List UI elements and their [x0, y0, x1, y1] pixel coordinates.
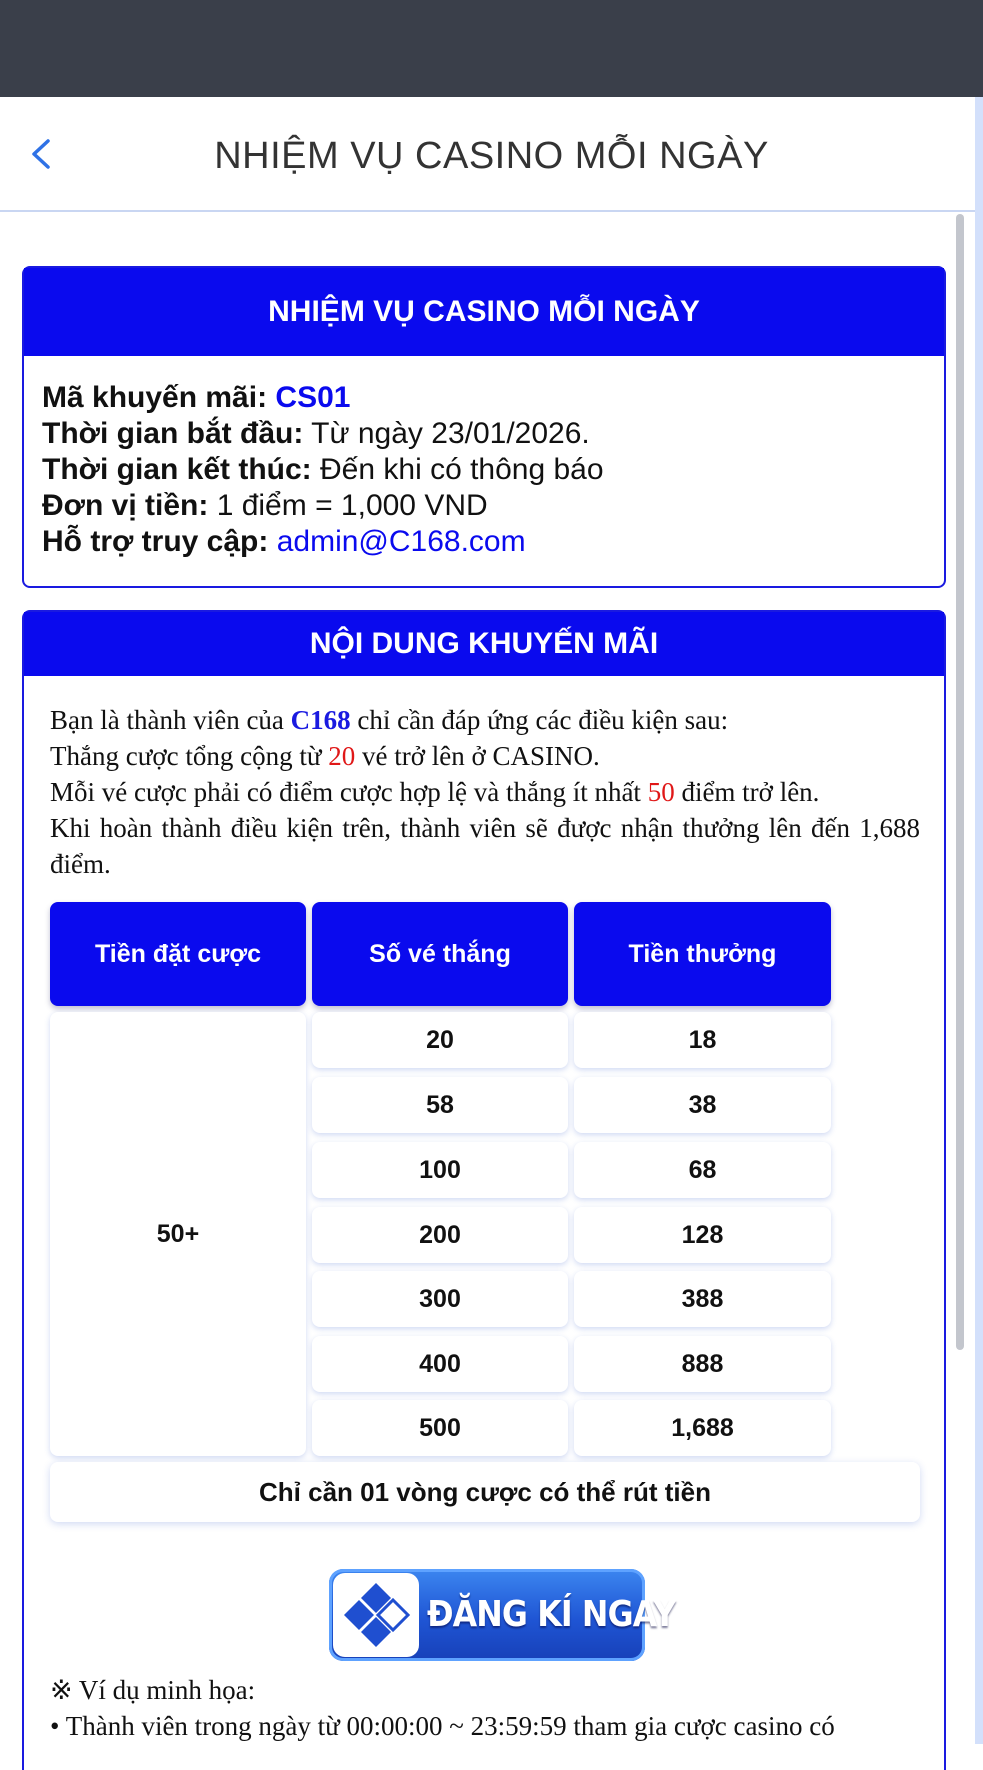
- status-bar: [0, 0, 983, 97]
- example-line: • Thành viên trong ngày từ 00:00:00 ~ 23:59:59 tham gia cược casino có: [50, 1711, 835, 1741]
- reward-cell: 68: [574, 1142, 831, 1198]
- tickets-cell: 100: [312, 1142, 568, 1198]
- reward-cell: 888: [574, 1336, 831, 1392]
- signup-label: ĐĂNG KÍ NGAY: [427, 1594, 676, 1635]
- start-time-line: [42, 416, 944, 452]
- currency-unit-label: Đơn vị tiền:: [42, 489, 209, 522]
- table-header-reward: Tiền thưởng: [574, 902, 831, 1006]
- support-email-link[interactable]: admin@C168.com: [276, 525, 526, 558]
- table-header-tickets: Số vé thắng: [312, 902, 568, 1006]
- table-header-bet: Tiền đặt cược: [50, 902, 306, 1006]
- desc-text: vé trở lên ở CASINO.: [355, 741, 600, 771]
- reward-cell: 1,688: [574, 1400, 831, 1456]
- diamond-logo-icon: [333, 1573, 419, 1657]
- end-time-label: Thời gian kết thúc:: [42, 453, 312, 486]
- reward-cell: 18: [574, 1012, 831, 1068]
- promo-content-card: [22, 610, 946, 1770]
- highlight-number: 50: [647, 777, 675, 807]
- bet-amount-cell: 50+: [50, 1012, 306, 1456]
- support-label: Hỗ trợ truy cập:: [42, 525, 269, 558]
- tickets-cell: 500: [312, 1400, 568, 1456]
- content-area: [0, 212, 955, 1744]
- reward-cell: 128: [574, 1207, 831, 1263]
- support-line: [42, 524, 944, 560]
- tickets-cell: 400: [312, 1336, 568, 1392]
- brand-name: C168: [290, 705, 351, 735]
- start-time-value: Từ ngày 23/01/2026.: [311, 417, 590, 450]
- tickets-cell: 20: [312, 1012, 568, 1068]
- promo-code-value: CS01: [275, 381, 351, 414]
- start-time-label: Thời gian bắt đầu:: [42, 417, 304, 450]
- desc-text: Bạn là thành viên của: [50, 705, 291, 735]
- info-list: [24, 356, 944, 560]
- signup-now-button[interactable]: [329, 1569, 676, 1661]
- info-card-header: NHIỆM VỤ CASINO MỖI NGÀY: [24, 268, 944, 356]
- desc-line-1: [50, 702, 920, 738]
- tickets-cell: 200: [312, 1207, 568, 1263]
- withdraw-note: Chỉ cần 01 vòng cược có thể rút tiền: [50, 1462, 920, 1522]
- end-time-line: [42, 452, 944, 488]
- currency-unit-line: [42, 488, 944, 524]
- desc-line-4: Khi hoàn thành điều kiện trên, thành viên sẽ được nhận thưởng lên đến 1,688 điểm.: [50, 813, 920, 879]
- example-section: [50, 1672, 930, 1744]
- content-card-header: NỘI DUNG KHUYẾN MÃI: [24, 612, 944, 676]
- example-title: ※ Ví dụ minh họa:: [50, 1675, 256, 1705]
- scrollbar[interactable]: [956, 214, 964, 1350]
- currency-unit-value: 1 điểm = 1,000 VND: [216, 489, 488, 522]
- reward-cell: 388: [574, 1271, 831, 1327]
- promo-code-line: [42, 380, 944, 416]
- page-title: NHIỆM VỤ CASINO MỖI NGÀY: [214, 135, 769, 177]
- tickets-cell: 58: [312, 1077, 568, 1133]
- promo-code-label: Mã khuyến mãi:: [42, 381, 268, 414]
- tickets-cell: 300: [312, 1271, 568, 1327]
- desc-text: Mỗi vé cược phải có điểm cược hợp lệ và thắng ít nhất: [50, 777, 648, 807]
- desc-line-3: [50, 774, 920, 810]
- desc-line-2: [50, 738, 920, 774]
- desc-text: chỉ cần đáp ứng các điều kiện sau:: [350, 705, 729, 735]
- promo-description: [50, 702, 920, 882]
- desc-text: điểm trở lên.: [674, 777, 820, 807]
- reward-cell: 38: [574, 1077, 831, 1133]
- page-edge: [975, 97, 983, 1744]
- highlight-number: 20: [328, 741, 356, 771]
- end-time-value: Đến khi có thông báo: [320, 453, 604, 486]
- desc-text: Thắng cược tổng cộng từ: [50, 741, 329, 771]
- promo-info-card: [22, 266, 946, 588]
- nav-bar: [0, 97, 983, 212]
